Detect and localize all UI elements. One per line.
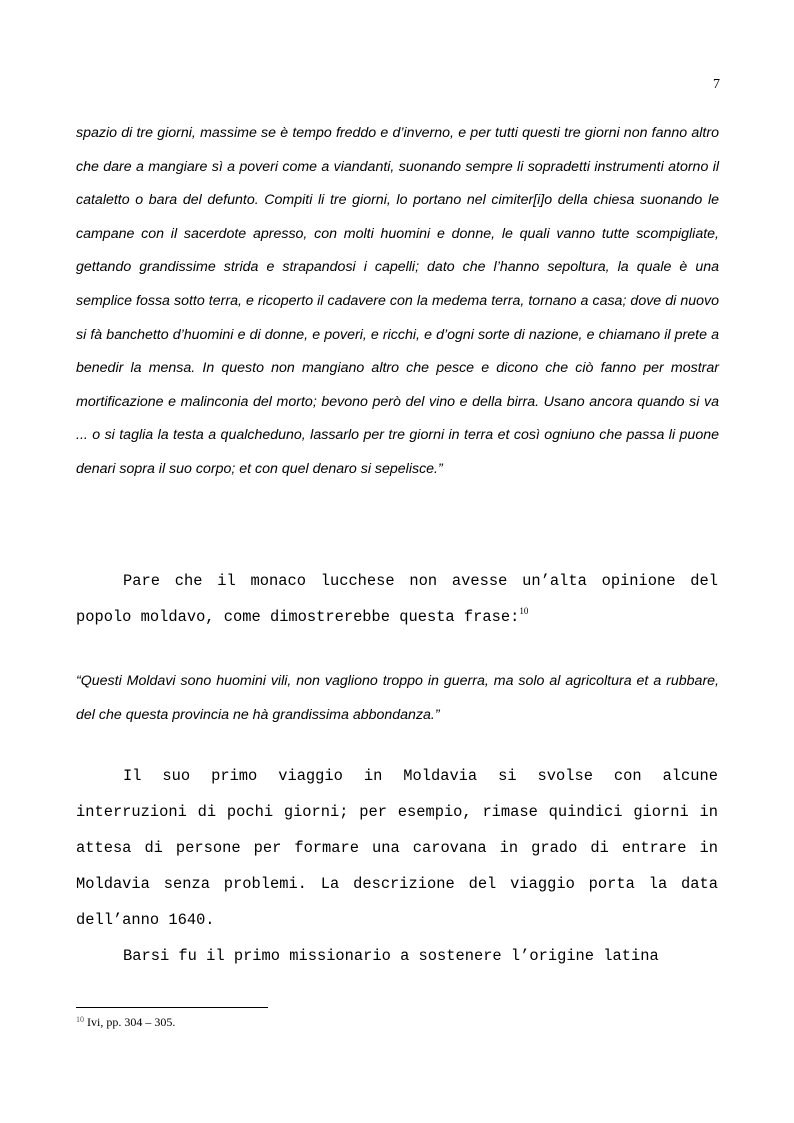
footnote-reference[interactable]: 10 [519, 606, 529, 616]
footnote-separator [76, 1007, 268, 1008]
quoted-passage: spazio di tre giorni, massime se è tempo freddo e d’inverno, e per tutti questi tre giorni non fanno altro che dare a mangiare sì a poveri come a viandanti, suonando sempre li sopradetti instrumenti atorno il cataletto o bara del defunto. Compiti li tre giorni, lo portano nel cimiter[i]o della chiesa suonando le campane con il sacerdote apresso, con molti huomini e donne, le quali vanno tutte scompigliate, gettando grandissime strida e strapandosi i capelli; dato che l’hanno sepoltura, la quale è una semplice fossa sotto terra, e ricoperto il cadavere con la medema terra, tornano a casa; dove di nuovo si fà banchetto d’huomini e di donne, e poveri, e ricchi, e d’ogni sorte di nazione, e chiamano il prete a benedir la mensa. In questo non mangiano altro che pesce e dicono che ciò fanno per mostrar mortificazione e malinconia del morto; bevono però del vino e della birra. Usano ancora quando si va ... o si taglia la testa a qualcheduno, lassarlo per tre giorni in terra et così ogniuno che passa li puone denari sopra il suo corpo; et con quel denaro si sepelisce.” [76, 125, 719, 477]
footnote [76, 1015, 175, 1030]
body-paragraph [76, 563, 718, 635]
quoted-passage: “Questi Moldavi sono huomini vili, non vagliono troppo in guerra, ma solo al agricoltura et a rubbare, del che questa provincia ne hà grandissima abbondanza.” [76, 673, 719, 723]
page-number: 7 [713, 77, 720, 92]
paragraph-text: Pare che il monaco lucchese non avesse un’alta opinione del popolo moldavo, come dimostrerebbe questa frase: [76, 572, 718, 626]
body-paragraph: Barsi fu il primo missionario a sostenere l’origine latina [123, 947, 659, 965]
footnote-number: 10 [76, 1015, 84, 1024]
footnote-text: Ivi, pp. 304 – 305. [87, 1015, 176, 1029]
body-paragraph: Il suo primo viaggio in Moldavia si svolse con alcune interruzioni di pochi giorni; per esempio, rimase quindici giorni in attesa di persone per formare una carovana in grado di entrare in Moldavia senza problemi. La descrizione del viaggio porta la data dell’anno 1640. [76, 767, 718, 929]
